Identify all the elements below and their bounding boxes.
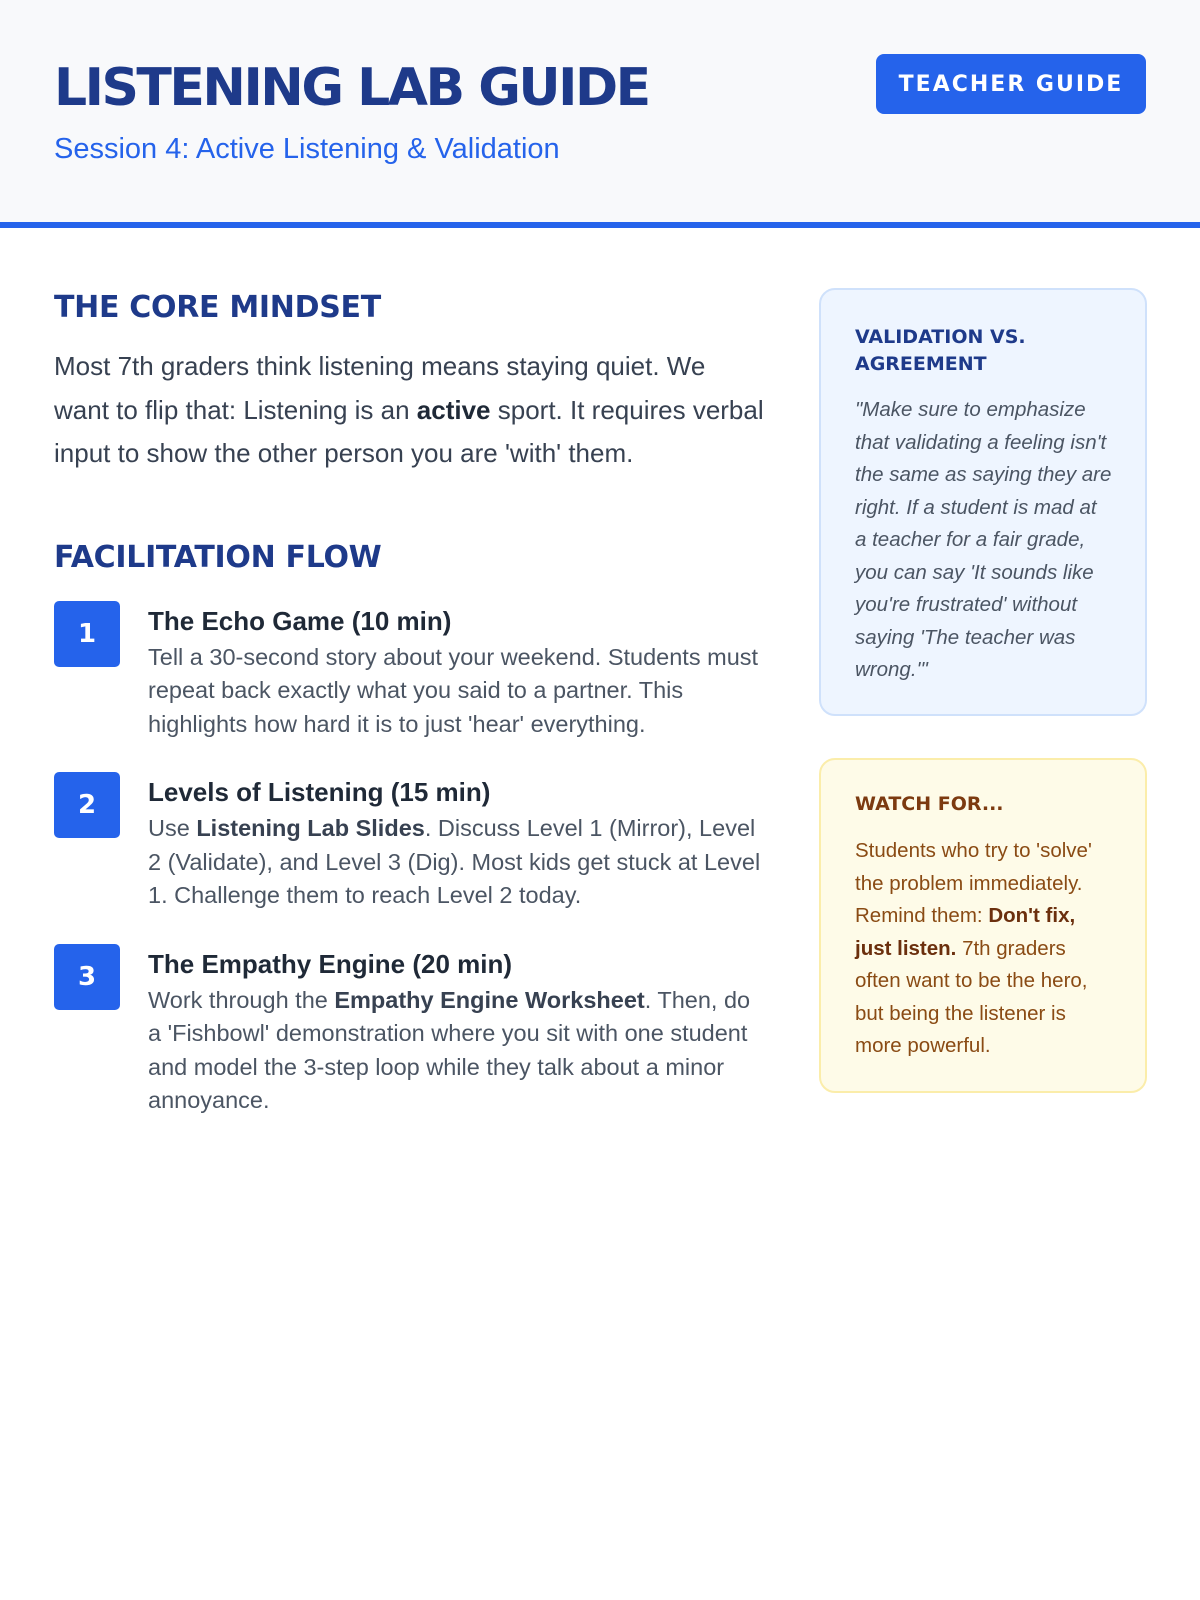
step-title: Levels of Listening (15 min): [148, 777, 491, 807]
step-description: Use Listening Lab Slides. Discuss Level 1 (Mirror), Level 2 (Validate), and Level 3 (Dig). Most kids get stuck at Level 1. Challenge them to reach Level 2 today.: [148, 815, 761, 908]
document-subtitle: Session 4: Active Listening & Validation: [54, 133, 560, 165]
step-number-badge: 1: [54, 601, 120, 667]
core-mindset-text: Most 7th graders think listening means staying quiet. We want to flip that: Listening is an active sport. It requires verbal input to show the other person you are 'with' them.: [54, 351, 764, 468]
validation-note-quote: "Make sure to emphasize that validating a feeling isn't the same as saying they are right. If a student is mad at a teacher for a fair grade, you can say 'It sounds like you're frustrated' without saying 'The teacher was wrong.'": [855, 398, 1112, 681]
step-item: [54, 601, 764, 742]
core-mindset-heading: THE CORE MINDSET: [54, 290, 381, 325]
validation-note-title: VALIDATION VS. AGREEMENT: [855, 326, 1026, 375]
page-header: [0, 0, 1200, 228]
main-content: [54, 290, 764, 1118]
teacher-guide-badge: TEACHER GUIDE: [876, 54, 1146, 114]
step-title: The Empathy Engine (20 min): [148, 948, 513, 979]
watch-for-card: [819, 758, 1147, 1093]
facilitation-steps: [54, 601, 764, 1118]
step-item: [54, 772, 764, 913]
step-item: [54, 944, 764, 1118]
step-title: The Echo Game (10 min): [148, 605, 452, 636]
step-description: Work through the Empathy Engine Worksheet. Then, do a 'Fishbowl' demonstration where you sit with one student and model the 3-step loop while they talk about a minor annoyance.: [148, 986, 751, 1113]
document-title: LISTENING LAB GUIDE: [54, 58, 649, 118]
watch-for-emphasis: Don't fix, just listen.: [855, 904, 1076, 960]
validation-note-card: [819, 288, 1147, 716]
watch-for-title: WATCH FOR...: [855, 793, 1004, 815]
step-description: Tell a 30-second story about your weekend. Students must repeat back exactly what you said to a partner. This highlights how hard it is to just 'hear' everything.: [148, 643, 759, 737]
step-number-badge: 2: [54, 772, 120, 838]
watch-for-text: Students who try to 'solve' the problem immediately. Remind them: Don't fix, just listen. 7th graders often want to be the hero, but being the listener is more powerful.: [855, 839, 1092, 1057]
facilitation-flow-heading: FACILITATION FLOW: [54, 539, 382, 575]
mindset-emphasis: active: [416, 394, 491, 425]
step-number-badge: 3: [54, 944, 120, 1010]
